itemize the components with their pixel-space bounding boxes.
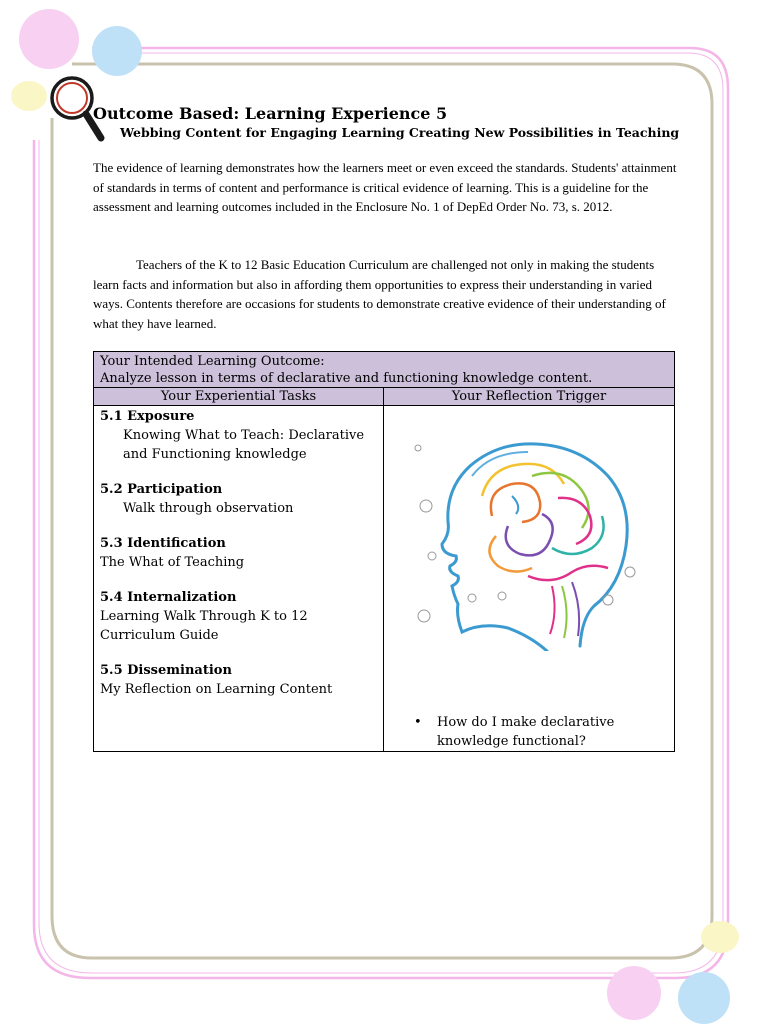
outcome-text: Analyze lesson in terms of declarative and functioning knowledge content. [100,371,593,386]
task-description: My Reflection on Learning Content [100,682,333,697]
reflection-cell [384,406,675,752]
decor-circle-pink-br [607,966,661,1020]
decor-circle-yellow [11,81,47,111]
task-description: The What of Teaching [100,555,245,570]
outcome-label: Your Intended Learning Outcome: [100,354,325,369]
task-description: Learning Walk Through K to 12 Curriculum Guide [100,609,308,643]
page-title: Outcome Based: Learning Experience 5 [93,104,448,123]
task-description: Knowing What to Teach: Declarative and Functioning knowledge [123,428,365,462]
task-heading: 5.3 Identification [100,536,226,551]
task-item [100,407,377,464]
task-item [100,588,377,645]
learning-outcome-table [93,351,675,752]
task-heading: 5.2 Participation [100,482,223,497]
task-heading: 5.1 Exposure [100,409,195,424]
page-subtitle: Webbing Content for Engaging Learning Creating New Possibilities in Teaching [120,125,680,140]
bullet-icon: • [414,715,422,730]
intended-outcome-cell [94,352,675,388]
tasks-cell [94,406,384,752]
second-paragraph: Teachers of the K to 12 Basic Education Curriculum are challenged not only in making the students learn facts and information but also in affording them opportunities to express their understanding in varied ways. Contents therefore are occasions for students to demonstrate creative evidence of their understanding of what they have learned. [93,257,666,331]
decor-circle-yellow-br [701,921,739,953]
brain-head-icon [412,436,642,651]
task-item [100,480,377,518]
column-header-tasks: Your Experiential Tasks [94,388,384,406]
reflection-bullet [414,713,654,751]
decor-circle-blue [92,26,142,76]
task-item [100,534,377,572]
task-heading: 5.4 Internalization [100,590,237,605]
reflection-question: How do I make declarative knowledge functional? [437,715,615,749]
task-item [100,661,377,699]
decor-circle-blue-br [678,972,730,1024]
task-description: Walk through observation [123,501,294,516]
task-heading: 5.5 Dissemination [100,663,232,678]
intro-paragraph: The evidence of learning demonstrates how the learners meet or even exceed the standards. Students' attainment of standards in terms of content and performance is critical evidence of learning. This is a guideline for the assessment and learning outcomes included in the Enclosure No. 1 of DepEd Order No. 73, s. 2012. [93,160,677,214]
column-header-reflection: Your Reflection Trigger [384,388,675,406]
decor-circle-pink [19,9,79,69]
